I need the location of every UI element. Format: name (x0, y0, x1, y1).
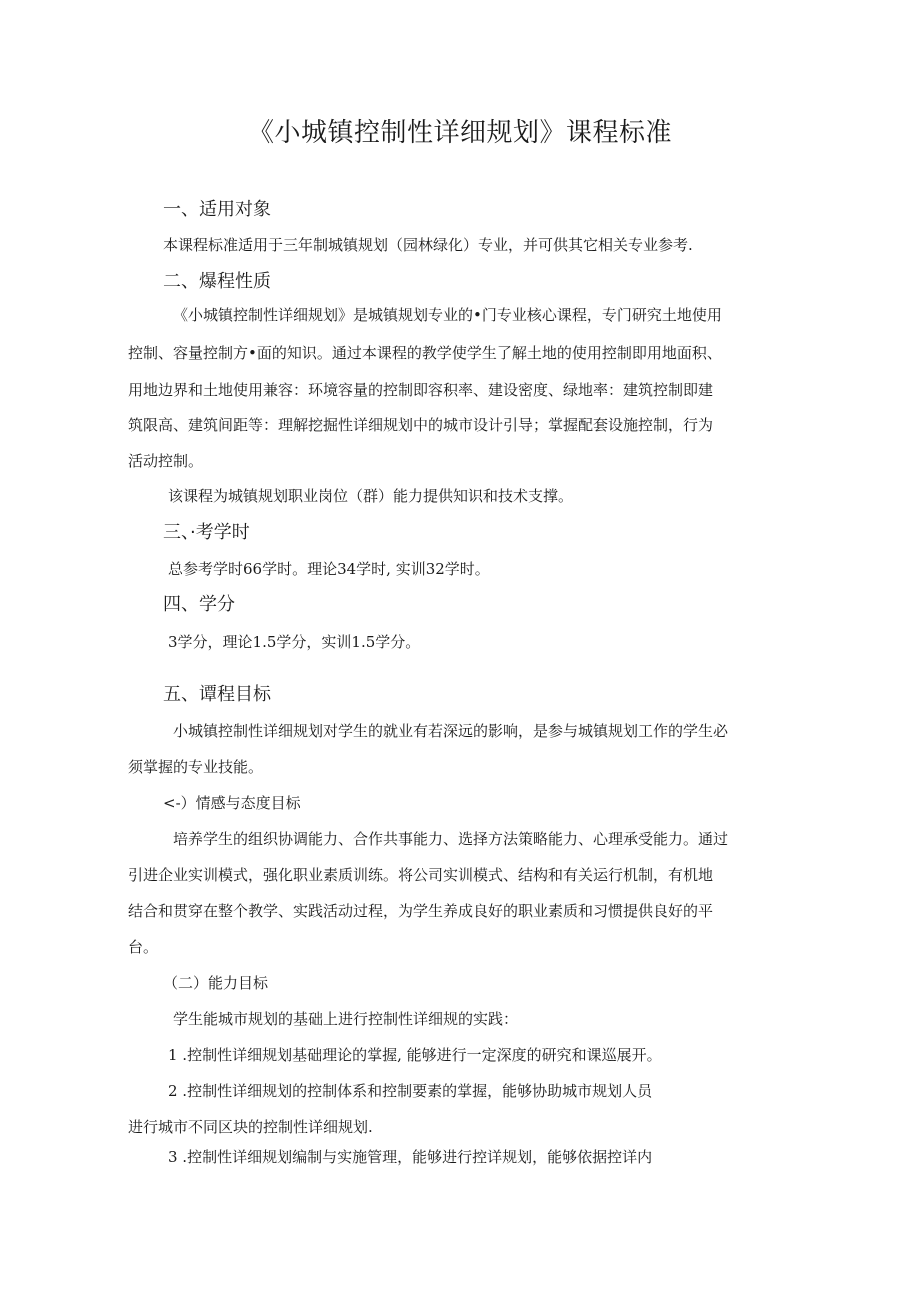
ability-item-2-line-1: 2 .控制性详细规划的控制体系和控制要素的掌握，能够协助城市规划人员 (168, 1082, 653, 1100)
sub-heading-ability: （二）能力目标 (163, 974, 269, 992)
emotion-line-3: 结合和贯穿在整个教学、实践活动过程，为学生养成良好的职业素质和习惯提供良好的平 (128, 902, 714, 920)
nature-support: 该课程为城镇规划职业岗位（群）能力提供知识和技术支撑。 (168, 487, 574, 505)
nature-line-1: 《小城镇控制性详细规划》是城镇规划专业的•门专业核心课程，专门研究土地使用 (173, 306, 722, 324)
nature-line-3: 用地边界和土地使用兼容：环境容量的控制即容积率、建设密度、绿地率：建筑控制即建 (128, 381, 714, 399)
document-title: 《小城镇控制性详细规划》课程标准 (247, 118, 672, 148)
ability-item-3: 3 .控制性详细规划编制与实施管理，能够进行控详规划，能够依据控详内 (168, 1148, 653, 1166)
sub-heading-emotion: <-）情感与态度目标 (163, 794, 301, 812)
emotion-line-4: 台。 (128, 938, 159, 956)
emotion-line-2: 引进企业实训模式，强化职业素质训练。将公司实训模式、结构和有关运行机制，有机地 (128, 866, 714, 884)
section-heading-goals: 五、谭程目标 (163, 684, 271, 705)
goals-intro-line-2: 须掌握的专业技能。 (128, 758, 264, 776)
nature-line-5: 活动控制。 (128, 452, 204, 470)
ability-intro: 学生能城市规划的基础上进行控制性详细规的实践： (173, 1010, 519, 1028)
section-heading-credits: 四、学分 (163, 594, 235, 615)
emotion-line-1: 培养学生的组织协调能力、合作共事能力、选择方法策略能力、心理承受能力。通过 (173, 830, 729, 848)
section-body-applicable: 本课程标准适用于三年制城镇规划（园林绿化）专业，并可供其它相关专业参考. (163, 236, 693, 254)
section-body-credits: 3学分，理论1.5学分，实训1.5学分。 (168, 633, 421, 651)
goals-intro-line-1: 小城镇控制性详细规划对学生的就业有若深远的影响，是参与城镇规划工作的学生必 (173, 722, 729, 740)
section-heading-nature: 二、爆程性质 (163, 271, 271, 292)
ability-item-1: 1 .控制性详细规划基础理论的掌握, 能够进行一定深度的研究和课巡展开。 (168, 1046, 662, 1064)
nature-line-4: 筑限高、建筑间距等：理解挖掘性详细规划中的城市设计引导；掌握配套设施控制，行为 (128, 416, 714, 434)
section-heading-applicable: 一、适用对象 (163, 199, 271, 220)
section-body-hours: 总参考学时66学时。理论34学时, 实训32学时。 (168, 560, 490, 578)
nature-line-2: 控制、容量控制方•面的知识。通过本课程的教学使学生了解土地的使用控制即用地面积、 (128, 344, 722, 362)
section-heading-hours: 三、·考学时 (163, 522, 250, 543)
ability-item-2-line-2: 进行城市不同区块的控制性详细规划. (128, 1118, 373, 1136)
